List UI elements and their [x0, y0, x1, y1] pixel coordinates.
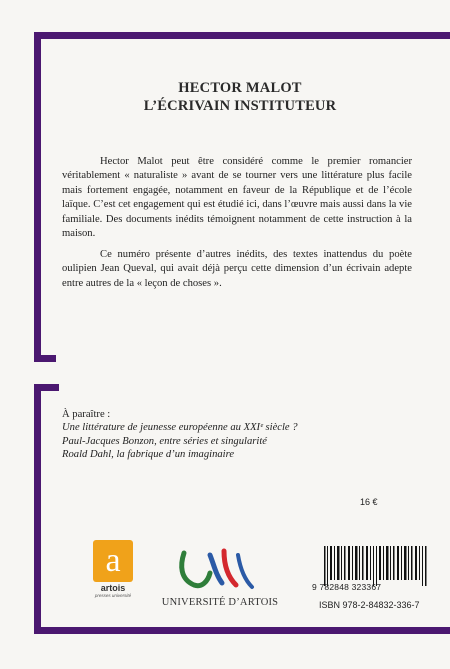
university-name: UNIVERSITÉ D’ARTOIS	[161, 597, 279, 608]
frame-bottom-border	[34, 627, 450, 634]
barcode-digits: 9 782848 323367	[312, 582, 382, 592]
publisher-logo	[93, 540, 137, 598]
price-label: 16 €	[360, 497, 378, 507]
coming-soon-section	[62, 408, 412, 462]
book-title-line1: HECTOR MALOT	[178, 80, 302, 96]
frame-left-border-top	[34, 32, 41, 362]
summary-paragraph-2: Ce numéro présente d’autres inédits, des textes inattendus du poète oulipien Jean Queval, qui avait déjà perçu cette dimension d’un écrivain adepte entre autres de la « leçon de choses ».	[62, 249, 412, 289]
publisher-logo-mark: a	[93, 540, 133, 582]
book-title-line2: L’ÉCRIVAIN INSTITUTEUR	[143, 98, 337, 114]
frame-top-corner-foot	[34, 355, 56, 362]
barcode-icon	[322, 546, 428, 608]
summary-paragraph-1: Hector Malot peut être considéré comme le premier romancier véritablement « naturaliste » avant de se tourner vers une littérature plus facile mais fortement engagée, notamment en faveur de la République et de l’école laïque. C’est cet engagement qui est étudié ici, dans l’œuvre mais aussi dans la vie familiale. Des documents inédits témoignent notamment de cette instruction à la maison.	[62, 156, 412, 240]
coming-soon-title: Une littérature de jeunesse européenne au XXIᵉ siècle ?	[62, 422, 298, 434]
frame-top-border	[34, 32, 450, 39]
publisher-logo-name: artois	[100, 583, 126, 593]
isbn-number: ISBN 978-2-84832-336-7	[319, 600, 420, 610]
coming-soon-title: Paul-Jacques Bonzon, entre séries et singularité	[62, 435, 267, 447]
coming-soon-title: Roald Dahl, la fabrique d’un imaginaire	[62, 449, 235, 461]
university-logo-icon	[150, 545, 290, 595]
coming-soon-heading: À paraître :	[62, 409, 111, 420]
publisher-logo-tagline: presses université	[94, 593, 132, 598]
frame-left-border-bottom	[34, 384, 41, 634]
